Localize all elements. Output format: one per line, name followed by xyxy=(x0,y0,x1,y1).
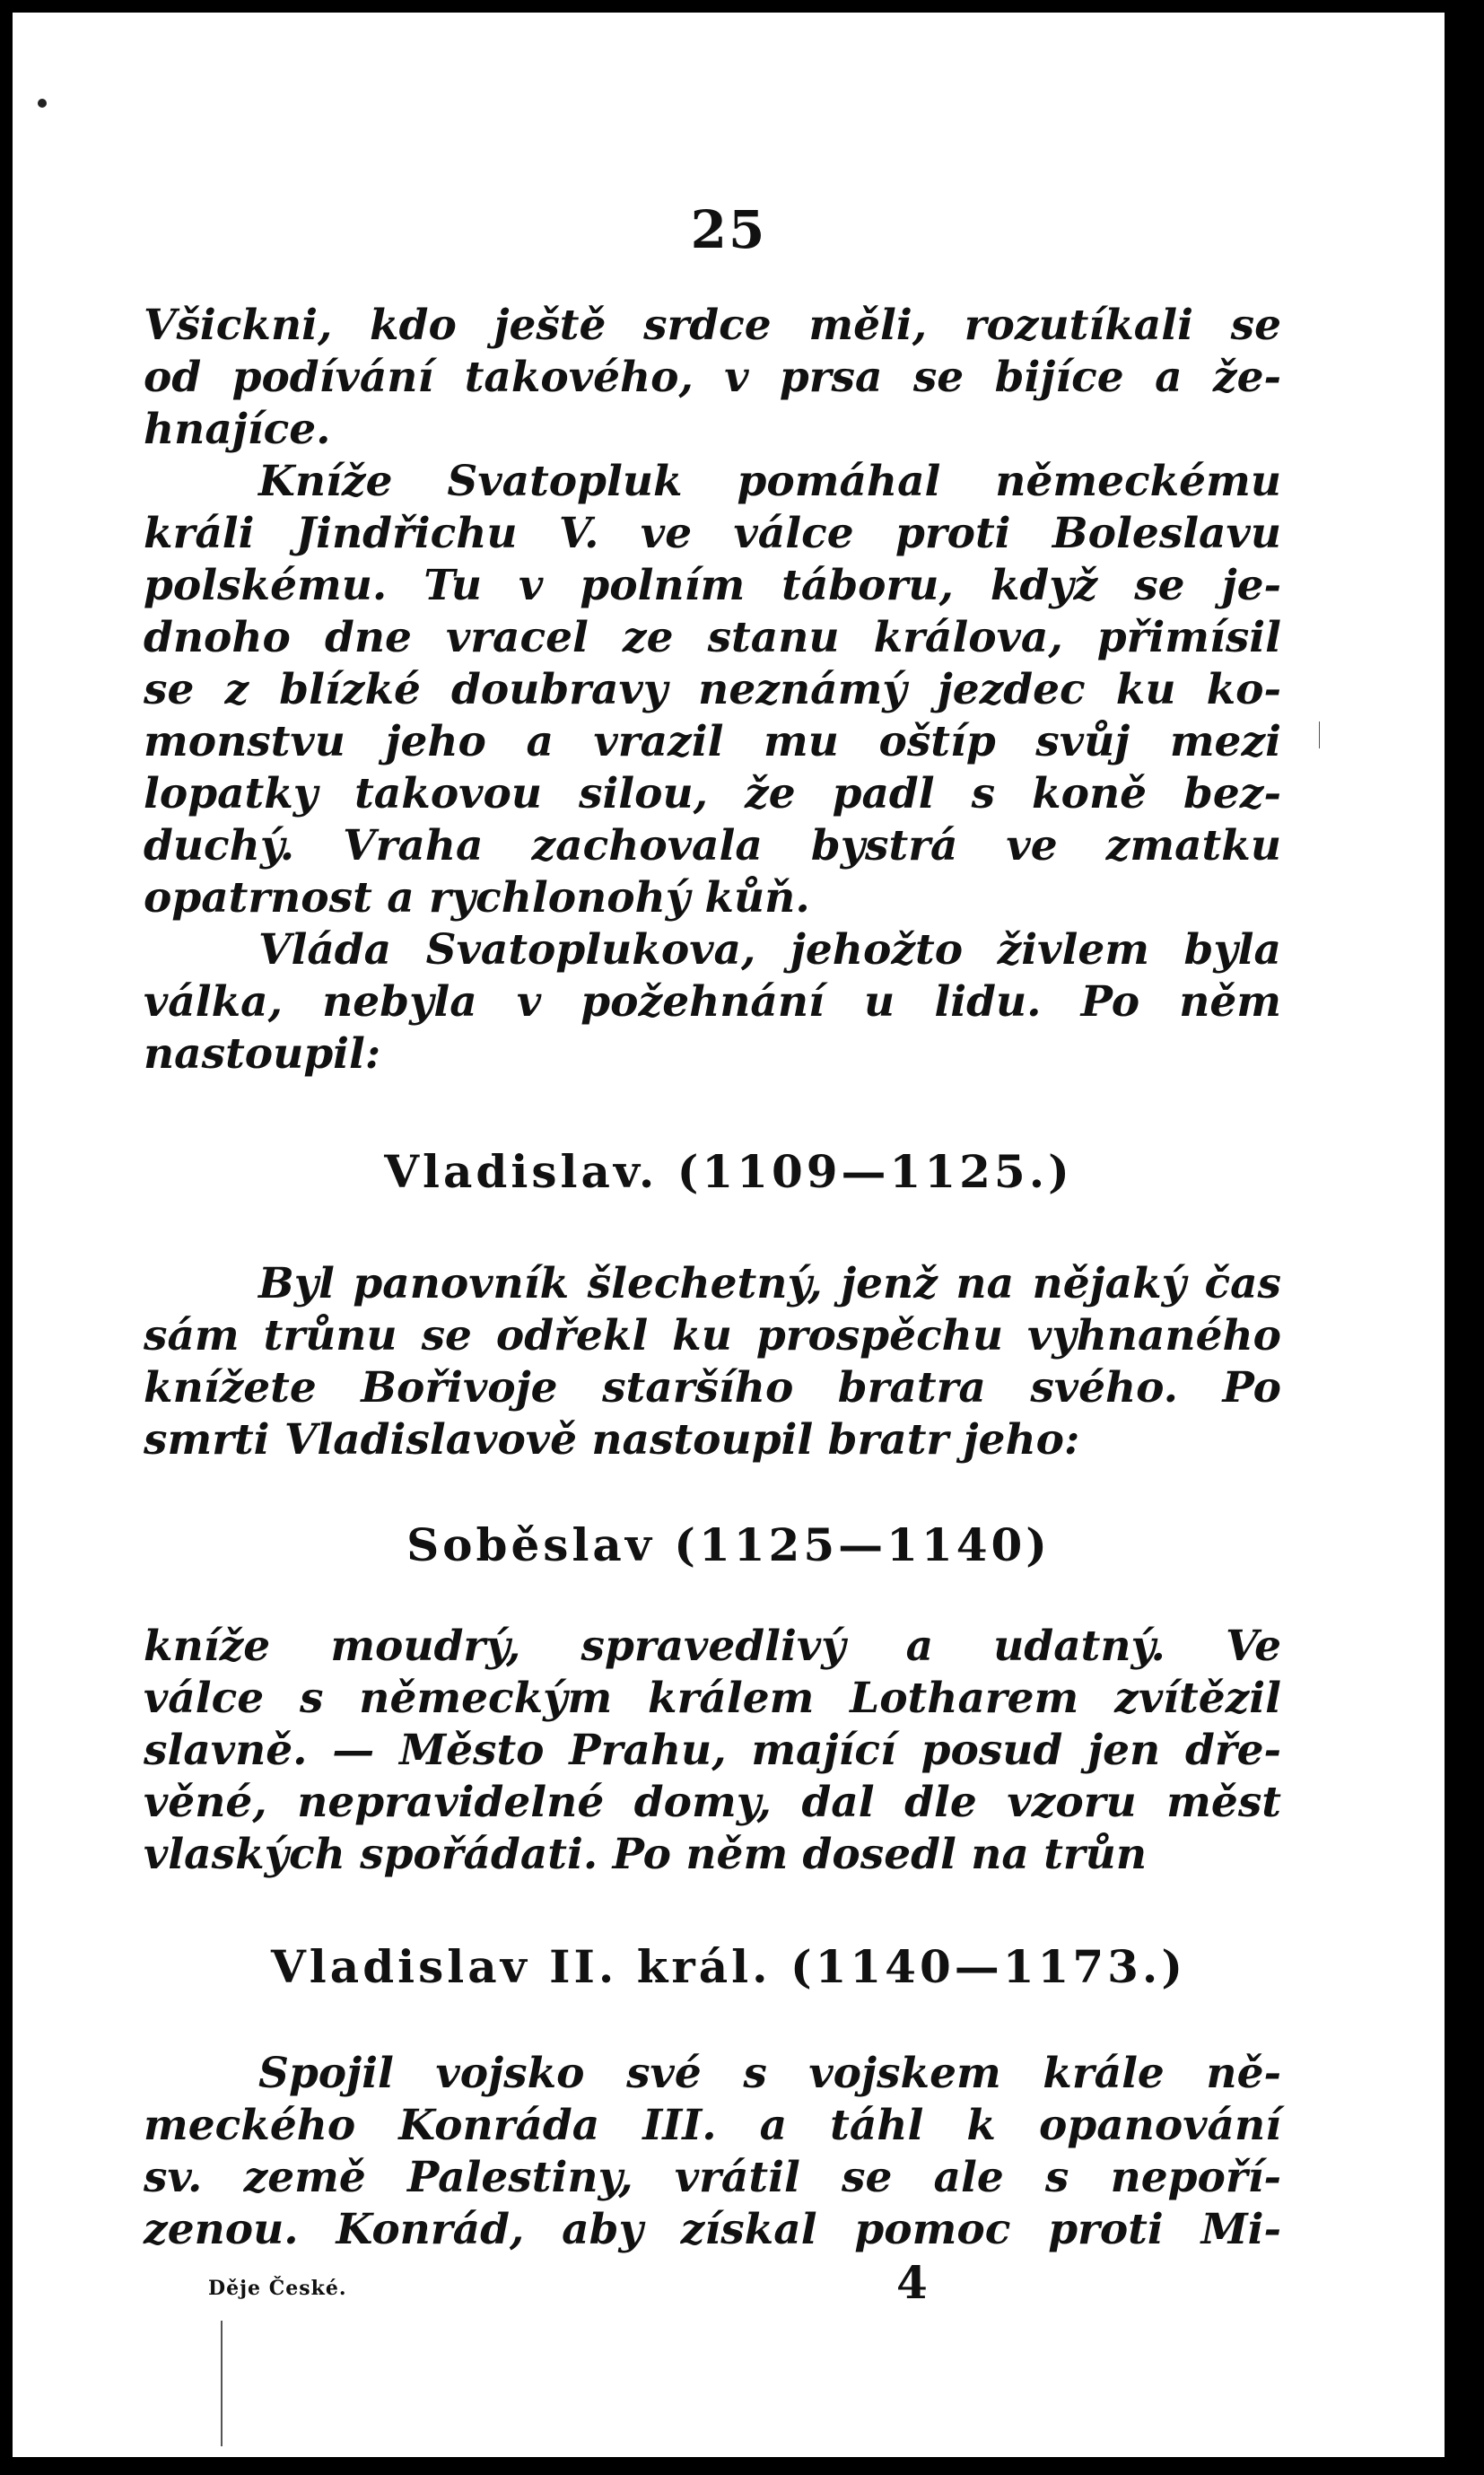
text-line: Byl panovník šlechetný, jenž na nějaký čas xyxy=(258,1259,1281,1308)
document-page xyxy=(13,13,1445,2457)
text-line: Kníže Svatopluk pomáhal německému xyxy=(258,457,1281,506)
text-line: Spojil vojsko své s vojskem krále ně- xyxy=(258,2049,1281,2098)
signature-mark-number: 4 xyxy=(896,2256,928,2309)
text-line: polskému. Tu v polním táboru, když se je- xyxy=(144,561,1281,610)
text-line: sv. země Palestiny, vrátil se ale s nepoří- xyxy=(144,2153,1281,2202)
paragraph-2 xyxy=(144,456,1281,924)
text-line: se z blízké doubravy neznámý jezdec ku ko- xyxy=(144,665,1281,714)
text-line: věné, nepravidelné domy, dal dle vzoru měst xyxy=(144,1778,1281,1827)
text-line: meckého Konráda III. a táhl k opanování xyxy=(144,2101,1281,2150)
margin-mark xyxy=(1319,722,1320,748)
text-line: smrti Vladislavově nastoupil bratr jeho: xyxy=(144,1415,1080,1465)
text-line: slavně. — Město Prahu, mající posud jen dře- xyxy=(144,1726,1281,1775)
text-line: kníže moudrý, spravedlivý a udatný. Ve xyxy=(144,1622,1281,1671)
paragraph-4 xyxy=(144,1258,1281,1466)
gutter-line xyxy=(221,2321,223,2446)
text-line: monstvu jeho a vrazil mu oštíp svůj mezi xyxy=(144,717,1281,766)
text-line: knížete Bořivoje staršího bratra svého. Po xyxy=(144,1363,1281,1412)
scan-speck xyxy=(38,99,47,108)
text-line: válce s německým králem Lotharem zvítězil xyxy=(144,1674,1281,1723)
text-line: sám trůnu se odřekl ku prospěchu vyhnaného xyxy=(144,1311,1281,1360)
text-line: duchý. Vraha zachovala bystrá ve zmatku xyxy=(144,821,1281,870)
paragraph-5 xyxy=(144,1621,1281,1881)
text-line: Všickni, kdo ještě srdce měli, rozutíkali se xyxy=(144,301,1281,350)
paragraph-1 xyxy=(144,300,1281,456)
section-heading-vladislav-ii: Vladislav II. král. (1140—1173.) xyxy=(271,1940,1186,1993)
text-line: králi Jindřichu V. ve válce proti Boleslavu xyxy=(144,509,1281,558)
text-line: hnajíce. xyxy=(144,405,331,454)
section-heading-vladislav: Vladislav. (1109—1125.) xyxy=(384,1145,1073,1198)
paragraph-6 xyxy=(144,2048,1281,2256)
section-heading-sobeslav: Soběslav (1125—1140) xyxy=(406,1518,1051,1571)
paragraph-3 xyxy=(144,924,1281,1080)
text-line: opatrnost a rychlonohý kůň. xyxy=(144,873,810,923)
text-line: nastoupil: xyxy=(144,1029,381,1079)
page-number: 25 xyxy=(690,199,767,260)
text-line: od podívání takového, v prsa se bijíce a že- xyxy=(144,353,1281,402)
text-line: lopatky takovou silou, že padl s koně bez- xyxy=(144,769,1281,818)
text-line: zenou. Konrád, aby získal pomoc proti Mi- xyxy=(144,2205,1281,2254)
text-line: Vláda Svatoplukova, jehožto živlem byla xyxy=(258,925,1281,975)
text-line: válka, nebyla v požehnání u lidu. Po něm xyxy=(144,977,1281,1027)
text-line: vlaských spořádati. Po něm dosedl na trůn xyxy=(144,1830,1148,1879)
signature-mark-text: Děje České. xyxy=(208,2277,347,2300)
text-line: dnoho dne vracel ze stanu králova, přimísil xyxy=(144,613,1281,662)
